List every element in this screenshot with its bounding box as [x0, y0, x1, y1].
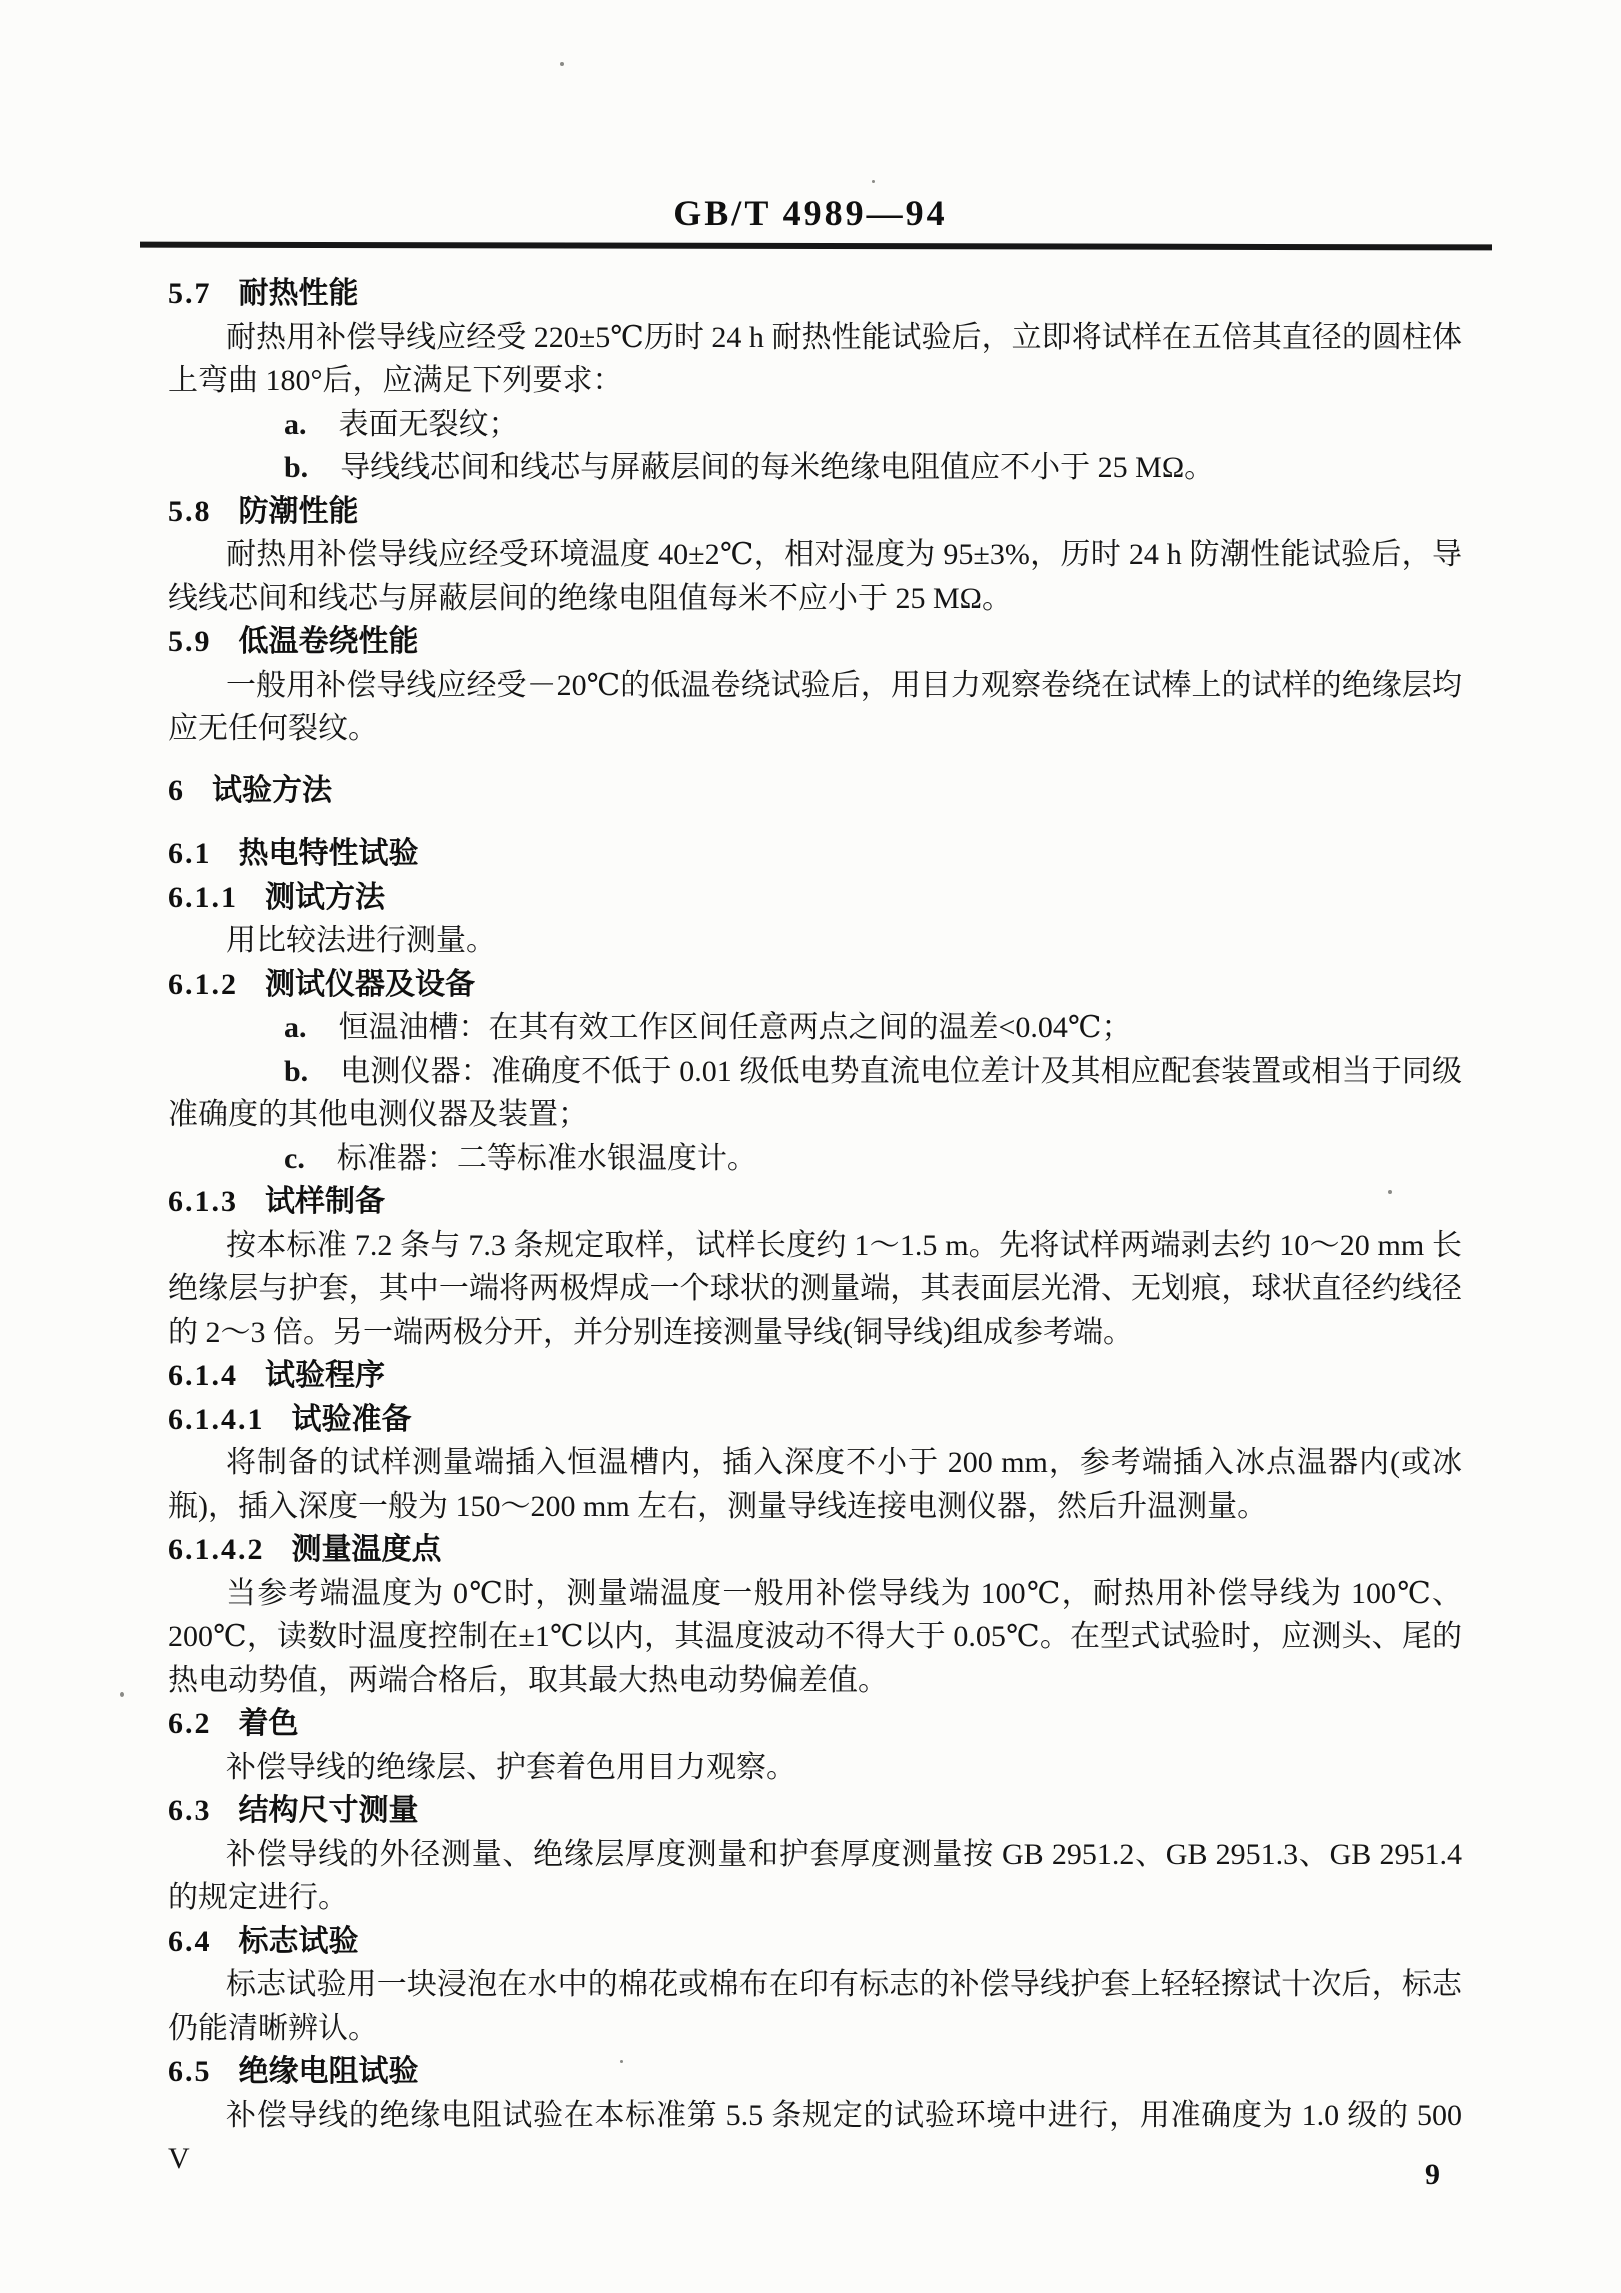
clause-heading-6.1: [168, 832, 1462, 876]
clause-heading-6.2: [168, 1702, 1462, 1746]
heading-number: 6.5: [168, 2055, 212, 2088]
heading-title: 试验方法: [212, 773, 332, 807]
heading-number: 6.1.1: [168, 880, 238, 914]
clause-heading-5.8: [168, 490, 1462, 534]
heading-title: 试验程序: [265, 1359, 385, 1392]
item-text: 电测仪器：准确度不低于 0.01 级低电势直流电位差计及其相应配套装置或相当于同级准确度的其他电测仪器及装置；: [168, 1054, 1462, 1131]
heading-title: 测量温度点: [291, 1533, 442, 1566]
scan-speck: [620, 2060, 623, 2063]
list-item-c: [168, 1137, 1462, 1181]
heading-title: 着色: [238, 1707, 299, 1740]
heading-number: 6.1.4: [168, 1359, 238, 1392]
clause-heading-6.1.4.1: [168, 1398, 1462, 1442]
item-label: b.: [284, 1054, 309, 1088]
heading-title: 测试方法: [265, 880, 385, 914]
heading-title: 标志试验: [238, 1924, 359, 1958]
clause-heading-6.1.2: [168, 963, 1462, 1007]
heading-number: 6.1.4.2: [168, 1533, 265, 1566]
item-text: 导线线芯间和线芯与屏蔽层间的每米绝缘电阻值应不小于 25 MΩ。: [340, 451, 1215, 484]
heading-number: 5.7: [168, 277, 212, 310]
scan-speck: [872, 180, 875, 183]
paragraph: 耐热用补偿导线应经受 220±5℃历时 24 h 耐热性能试验后，立即将试样在五倍其直径的圆柱体上弯曲 180°后，应满足下列要求：: [168, 320, 1462, 397]
chapter-heading-6: [168, 769, 1462, 813]
list-item-a: [168, 1006, 1462, 1050]
page-number: 9: [1425, 2158, 1440, 2191]
paragraph: 将制备的试样测量端插入恒温槽内，插入深度不小于 200 mm，参考端插入冰点温器内(或冰瓶)，插入深度一般为 150～200 mm 左右，测量导线连接电测仪器，然后升温测量。: [168, 1446, 1462, 1523]
heading-number: 6.1: [168, 837, 212, 870]
paragraph: 标志试验用一块浸泡在水中的棉花或棉布在印有标志的补偿导线护套上轻轻擦试十次后，标志仍能清晰辨认。: [168, 1968, 1462, 2045]
clause-heading-6.1.3: [168, 1180, 1462, 1224]
heading-number: 6.2: [168, 1707, 212, 1740]
item-label: b.: [284, 451, 309, 484]
item-label: a.: [284, 407, 307, 441]
heading-title: 低温卷绕性能: [238, 625, 419, 658]
item-label: c.: [284, 1141, 305, 1175]
heading-number: 6.4: [168, 1924, 212, 1958]
document-body: [168, 272, 1462, 2181]
paragraph: 按本标准 7.2 条与 7.3 条规定取样，试样长度约 1～1.5 m。先将试样两端剥去约 10～20 mm 长绝缘层与护套，其中一端将两极焊成一个球状的测量端，其表面层光滑、无划痕，球状直径约线径的 2～3 倍。另一端两极分开，并分别连接测量导线(铜导线)组成参考端。: [168, 1228, 1462, 1349]
heading-title: 热电特性试验: [238, 837, 419, 870]
paragraph: 耐热用补偿导线应经受环境温度 40±2℃，相对湿度为 95±3%，历时 24 h 防潮性能试验后，导线线芯间和线芯与屏蔽层间的绝缘电阻值每米不应小于 25 MΩ。: [168, 538, 1462, 615]
heading-title: 测试仪器及设备: [265, 967, 475, 1001]
heading-number: 6: [168, 773, 185, 807]
clause-heading-5.9: [168, 620, 1462, 664]
item-text: 表面无裂纹；: [338, 407, 519, 441]
paragraph: 用比较法进行测量。: [226, 924, 496, 957]
scan-speck: [120, 1692, 124, 1697]
list-item-b: [168, 446, 1462, 490]
standard-number: GB/T 4989—94: [673, 193, 948, 233]
clause-heading-6.1.4: [168, 1354, 1462, 1398]
clause-heading-6.4: [168, 1920, 1462, 1964]
paragraph: 补偿导线的绝缘层、护套着色用目力观察。: [226, 1750, 796, 1784]
item-text: 恒温油槽：在其有效工作区间任意两点之间的温差<0.04℃；: [338, 1011, 1132, 1044]
scan-speck: [1388, 1190, 1392, 1194]
clause-heading-6.1.1: [168, 876, 1462, 920]
heading-title: 试样制备: [265, 1185, 385, 1218]
item-text: 标准器：二等标准水银温度计。: [336, 1141, 757, 1175]
clause-heading-5.7: [168, 272, 1462, 316]
heading-title: 防潮性能: [238, 494, 359, 528]
paragraph: 当参考端温度为 0℃时，测量端温度一般用补偿导线为 100℃，耐热用补偿导线为 100℃、200℃，读数时温度控制在±1℃以内，其温度波动不得大于 0.05℃。在型式试验时，应测头、尾的热电动势值，两端合格后，取其最大热电动势偏差值。: [168, 1576, 1462, 1697]
heading-number: 5.8: [168, 494, 212, 528]
paragraph: 一般用补偿导线应经受－20℃的低温卷绕试验后，用目力观察卷绕在试棒上的试样的绝缘层均应无任何裂纹。: [168, 668, 1462, 745]
heading-number: 6.1.3: [168, 1185, 238, 1218]
clause-heading-6.1.4.2: [168, 1528, 1462, 1572]
heading-number: 6.3: [168, 1794, 212, 1827]
heading-number: 5.9: [168, 625, 212, 658]
heading-number: 6.1.2: [168, 967, 238, 1001]
heading-title: 绝缘电阻试验: [238, 2055, 419, 2088]
clause-heading-6.3: [168, 1789, 1462, 1833]
paragraph: 补偿导线的外径测量、绝缘层厚度测量和护套厚度测量按 GB 2951.2、GB 2951.3、GB 2951.4 的规定进行。: [168, 1837, 1462, 1914]
item-label: a.: [284, 1011, 307, 1044]
heading-number: 6.1.4.1: [168, 1402, 265, 1436]
heading-title: 耐热性能: [238, 277, 359, 310]
paragraph: 补偿导线的绝缘电阻试验在本标准第 5.5 条规定的试验环境中进行，用准确度为 1.0 级的 500 V: [168, 2098, 1462, 2175]
list-item-b: [168, 1050, 1462, 1137]
heading-title: 试验准备: [291, 1402, 412, 1436]
clause-heading-6.5: [168, 2050, 1462, 2094]
scan-speck: [560, 62, 564, 66]
header-rule: [140, 242, 1492, 251]
list-item-a: [168, 403, 1462, 447]
heading-title: 结构尺寸测量: [238, 1794, 419, 1827]
